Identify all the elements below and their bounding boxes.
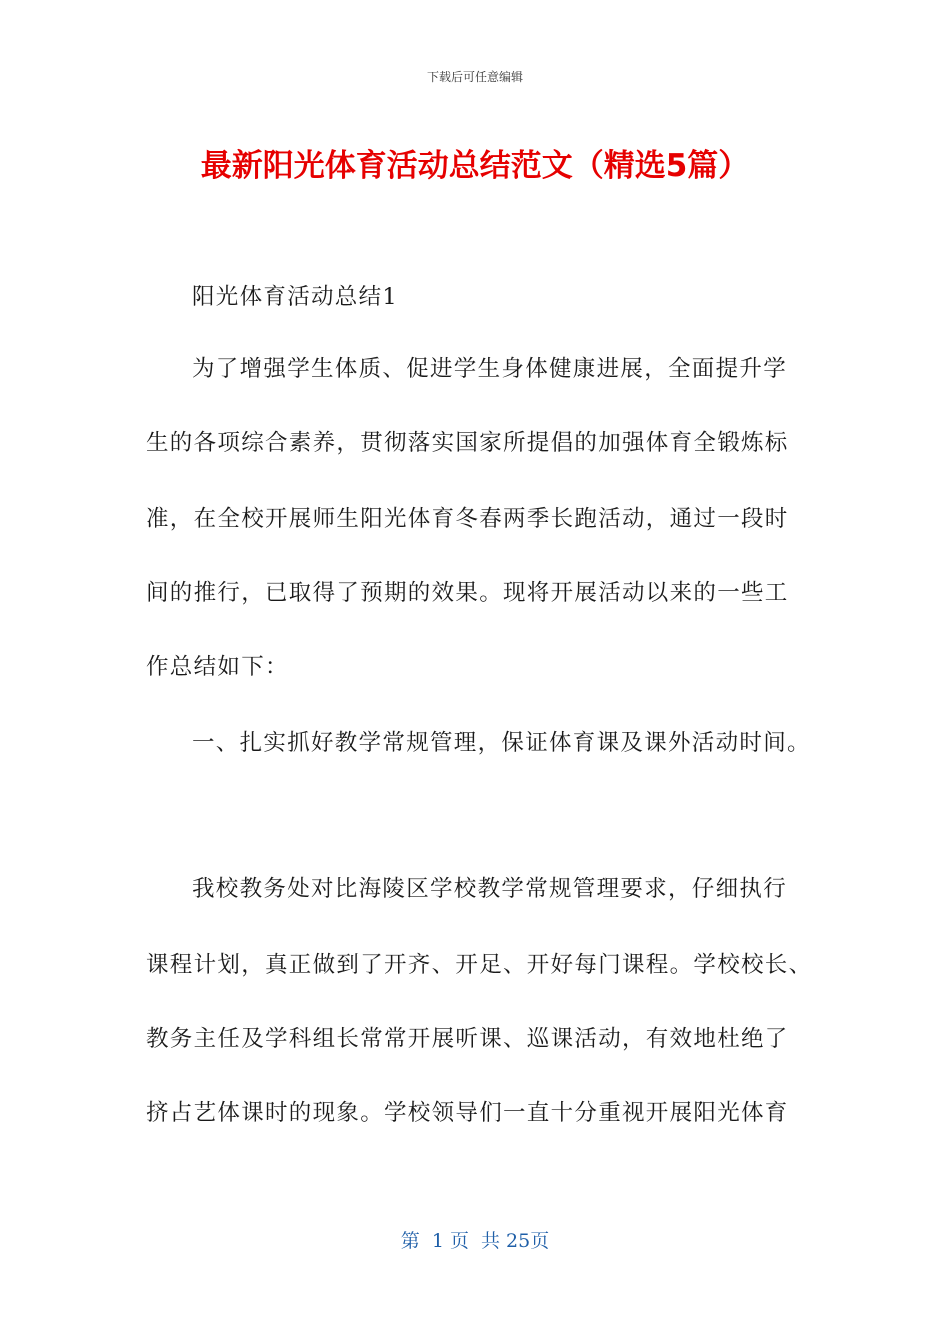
document-title: 最新阳光体育活动总结范文（精选5篇） bbox=[200, 148, 750, 184]
paragraph-line: 作总结如下： bbox=[146, 654, 289, 680]
paragraph-line: 准，在全校开展师生阳光体育冬春两季长跑活动，通过一段时 bbox=[146, 506, 789, 532]
subsection-heading: 一、扎实抓好教学常规管理，保证体育课及课外活动时间。 bbox=[192, 730, 811, 756]
paragraph-line: 课程计划，真正做到了开齐、开足、开好每门课程。学校校长、 bbox=[146, 952, 813, 978]
header-note: 下载后可任意编辑 bbox=[426, 70, 523, 84]
paragraph-line: 生的各项综合素养，贯彻落实国家所提倡的加强体育全锻炼标 bbox=[146, 430, 789, 456]
paragraph-line: 为了增强学生体质、促进学生身体健康进展，全面提升学 bbox=[192, 356, 788, 382]
section-heading: 阳光体育活动总结1 bbox=[192, 284, 399, 310]
paragraph-line: 教务主任及学科组长常常开展听课、巡课活动，有效地杜绝了 bbox=[146, 1026, 789, 1052]
paragraph-line: 我校教务处对比海陵区学校教学常规管理要求，仔细执行 bbox=[192, 876, 788, 902]
paragraph-line: 间的推行，已取得了预期的效果。现将开展活动以来的一些工 bbox=[146, 580, 789, 606]
paragraph-line: 挤占艺体课时的现象。学校领导们一直十分重视开展阳光体育 bbox=[146, 1100, 789, 1126]
page-number-footer: 第 1 页 共 25页 bbox=[400, 1230, 550, 1252]
